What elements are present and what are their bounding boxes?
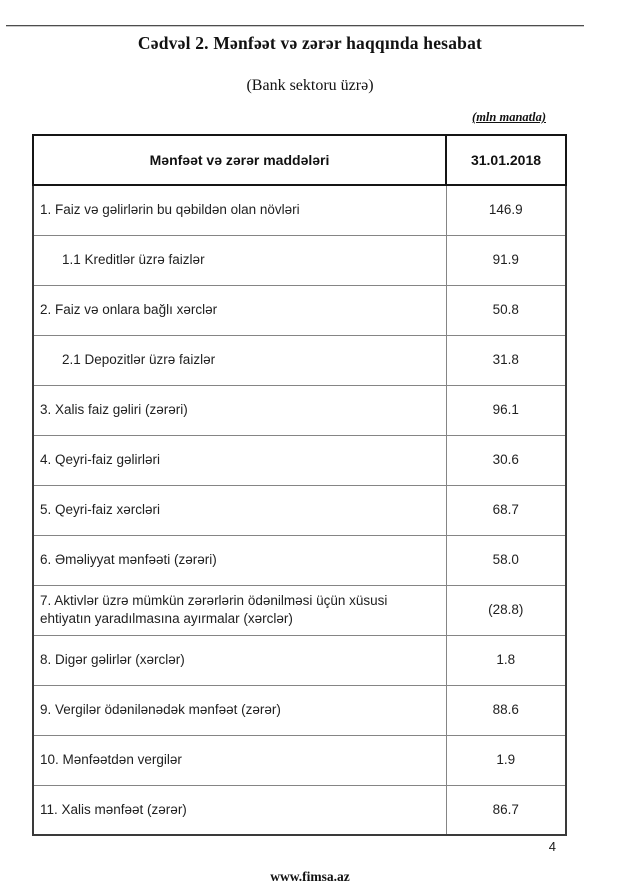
table-row [33,785,566,835]
row-label: 9. Vergilər ödənilənədək mənfəət (zərər) [33,685,446,735]
table-row [33,485,566,535]
row-label: 8. Digər gəlirlər (xərclər) [33,635,446,685]
row-value: (28.8) [446,585,566,635]
row-label: 6. Əməliyyat mənfəəti (zərəri) [33,535,446,585]
row-label: 3. Xalis faiz gəliri (zərəri) [33,385,446,435]
table-row [33,235,566,285]
row-label: 10. Mənfəətdən vergilər [33,735,446,785]
document-title: Cədvəl 2. Mənfəət və zərər haqqında hesabat [137,33,483,53]
date-column-header: 31.01.2018 [446,135,566,185]
row-value: 50.8 [446,285,566,335]
items-column-header: Mənfəət və zərər maddələri [33,135,446,185]
document-subtitle: (Bank sektoru üzrə) [246,77,374,94]
row-value: 30.6 [446,435,566,485]
row-value: 1.8 [446,635,566,685]
row-value: 88.6 [446,685,566,735]
row-value: 91.9 [446,235,566,285]
table-row [33,585,566,635]
table-row [33,735,566,785]
row-value: 68.7 [446,485,566,535]
table-row [33,335,566,385]
table-row [33,535,566,585]
row-value: 1.9 [446,735,566,785]
table-row [33,435,566,485]
table-row [33,285,566,335]
table-header-row [33,135,566,185]
profit-loss-table [32,134,567,836]
pl-table-body [33,185,566,835]
table-row [33,385,566,435]
row-value: 58.0 [446,535,566,585]
table-row [33,635,566,685]
top-divider [6,25,584,27]
row-label: 2.1 Depozitlər üzrə faizlər [33,335,446,385]
row-label: 11. Xalis mənfəət (zərər) [33,785,446,835]
row-value: 146.9 [446,185,566,235]
page-number: 4 [548,839,556,854]
row-value: 96.1 [446,385,566,435]
row-value: 31.8 [446,335,566,385]
unit-note: (mln manatla) [472,110,546,124]
row-label: 2. Faiz və onlara bağlı xərclər [33,285,446,335]
footer-url: www.fimsa.az [270,869,350,884]
row-value: 86.7 [446,785,566,835]
row-label: 7. Aktivlər üzrə mümkün zərərlərin ödənilməsi üçün xüsusi ehtiyatın yaradılmasına ayırmalar (xərclər) [33,585,446,635]
table-row [33,685,566,735]
row-label: 5. Qeyri-faiz xərcləri [33,485,446,535]
row-label: 1.1 Kreditlər üzrə faizlər [33,235,446,285]
row-label: 1. Faiz və gəlirlərin bu qəbildən olan növləri [33,185,446,235]
table-row [33,185,566,235]
row-label: 4. Qeyri-faiz gəlirləri [33,435,446,485]
